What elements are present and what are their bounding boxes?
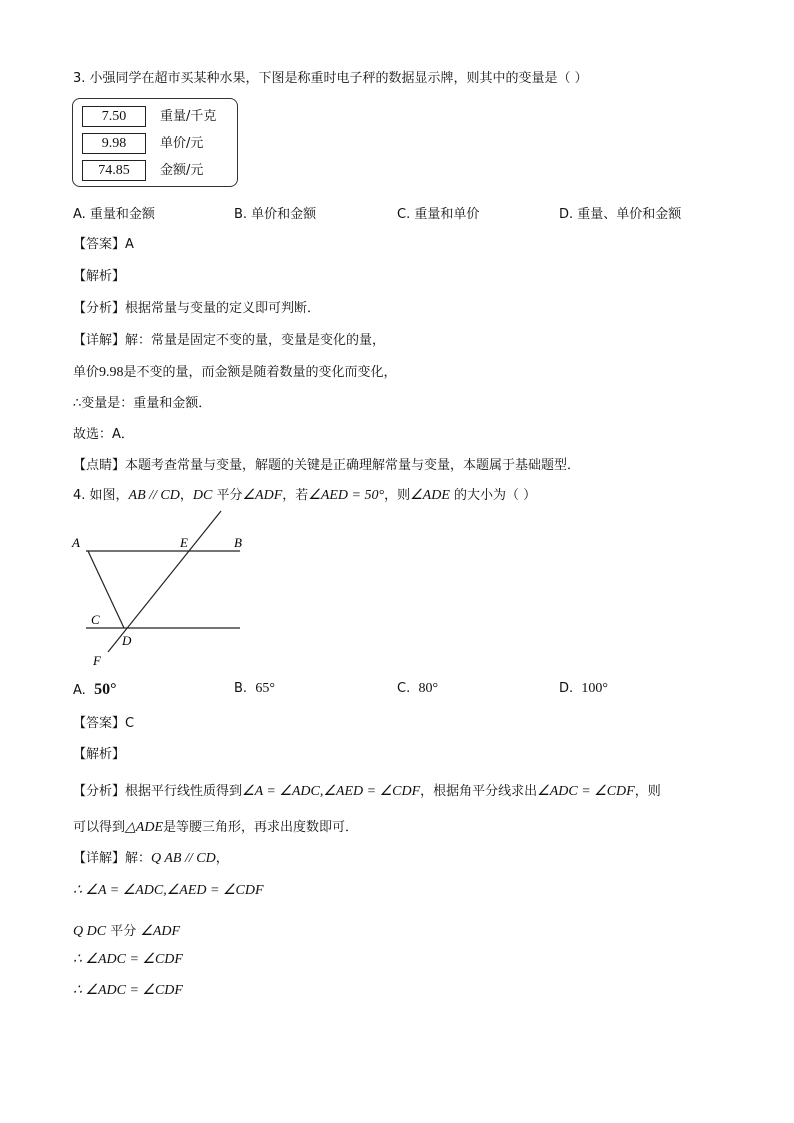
math: ∠ADF bbox=[242, 488, 283, 503]
option-letter: C. bbox=[397, 681, 411, 696]
text: 是等腰三角形，再求出度数即可． bbox=[163, 820, 359, 835]
q3-option-c: C. 重量和单价 bbox=[397, 207, 480, 222]
text: ，则 bbox=[384, 488, 411, 503]
label-c: C bbox=[91, 612, 100, 627]
scale-unit: 金额/元 bbox=[160, 163, 204, 178]
text: 【分析】根据平行线性质得到 bbox=[73, 784, 243, 799]
text: ， bbox=[179, 488, 193, 503]
scale-row-price bbox=[82, 133, 232, 154]
label-e: E bbox=[180, 535, 188, 550]
option-value: 65° bbox=[255, 681, 275, 696]
option-value: 80° bbox=[418, 681, 439, 696]
label-a: A bbox=[72, 535, 80, 550]
q3-option-d: D. 重量、单价和金额 bbox=[559, 207, 682, 222]
q4-option-b bbox=[234, 681, 275, 697]
text: 单价 bbox=[73, 365, 100, 380]
q4-xiangjie bbox=[73, 847, 229, 867]
q4-stem bbox=[73, 484, 536, 504]
scale-value: 7.50 bbox=[82, 106, 146, 127]
math: △ADE bbox=[125, 820, 163, 835]
scale-row-weight bbox=[82, 106, 232, 127]
text: 平分 bbox=[212, 488, 243, 503]
q3-xiangjie: 【详解】解：常量是固定不变的量，变量是变化的量， bbox=[73, 333, 386, 348]
q4-fenxi-line-1 bbox=[73, 780, 661, 800]
math: ∠ADC = ∠CDF bbox=[537, 784, 635, 799]
math: ∠A = ∠ADC,∠AED = ∠CDF bbox=[242, 784, 421, 799]
q3-answer: 【答案】A bbox=[73, 237, 134, 252]
text: ，则 bbox=[634, 784, 661, 799]
scale-display bbox=[72, 98, 238, 187]
scale-value: 74.85 bbox=[82, 160, 146, 181]
option-letter: B. bbox=[234, 681, 248, 696]
option-value: 100° bbox=[581, 681, 609, 696]
text: 平分 bbox=[106, 924, 141, 939]
text: 是不变的量，而金额是随着数量的变化而变化， bbox=[123, 365, 397, 380]
text: ，若 bbox=[282, 488, 309, 503]
option-letter: A. bbox=[73, 683, 86, 698]
q4-step-1: ∴ ∠A = ∠ADC,∠AED = ∠CDF bbox=[73, 883, 264, 898]
parallel-lines-figure bbox=[66, 505, 256, 675]
label-f: F bbox=[93, 653, 101, 668]
option-letter: D. bbox=[559, 681, 574, 696]
q3-detail-line-3: 故选：A． bbox=[73, 427, 134, 442]
text: 4. 如图， bbox=[73, 488, 129, 503]
q3-option-a: A. 重量和金额 bbox=[73, 207, 155, 222]
math: DC bbox=[192, 488, 213, 503]
q3-dianjing: 【点睛】本题考查常量与变量，解题的关键是正确理解常量与变量，本题属于基础题型． bbox=[73, 458, 581, 473]
q4-option-c bbox=[397, 681, 438, 697]
q4-answer: 【答案】C bbox=[73, 716, 135, 731]
label-b: B bbox=[234, 535, 242, 550]
math: AB // CD bbox=[128, 488, 180, 503]
scale-value: 9.98 bbox=[82, 133, 146, 154]
text: ， bbox=[215, 851, 229, 866]
text: ，根据角平分线求出 bbox=[420, 784, 538, 799]
q3-fenxi: 【分析】根据常量与变量的定义即可判断． bbox=[73, 301, 321, 316]
q4-option-a bbox=[73, 681, 116, 699]
q3-detail-line-2: ∴变量是：重量和金额． bbox=[73, 396, 212, 411]
q4-step-3: ∴ ∠ADC = ∠CDF bbox=[73, 952, 183, 967]
scale-unit: 重量/千克 bbox=[160, 109, 217, 124]
math: ∠ADE bbox=[410, 488, 450, 503]
math: ∠AED = 50° bbox=[308, 488, 385, 503]
q3-detail-line-1 bbox=[73, 361, 397, 381]
math: Q DC bbox=[73, 924, 107, 939]
q4-analysis-heading: 【解析】 bbox=[73, 747, 126, 762]
math: Q AB // CD bbox=[151, 851, 216, 866]
number: 9.98 bbox=[99, 365, 124, 380]
scale-row-amount bbox=[82, 160, 232, 181]
scale-unit: 单价/元 bbox=[160, 136, 204, 151]
q3-analysis-heading: 【解析】 bbox=[73, 269, 126, 284]
line-ef bbox=[108, 511, 221, 652]
q3-option-b: B. 单价和金额 bbox=[234, 207, 317, 222]
q4-option-d bbox=[559, 681, 608, 697]
text: 【详解】解： bbox=[73, 851, 152, 866]
q3-stem: 3. 小强同学在超市买某种水果，下图是称重时电子秤的数据显示牌，则其中的变量是（ ） bbox=[73, 71, 588, 86]
q4-step-2 bbox=[73, 920, 180, 940]
text: 可以得到 bbox=[73, 820, 126, 835]
q4-fenxi-line-2 bbox=[73, 816, 358, 836]
text: 的大小为（ ） bbox=[449, 488, 537, 503]
label-d: D bbox=[122, 633, 132, 648]
q4-step-4: ∴ ∠ADC = ∠CDF bbox=[73, 983, 183, 998]
option-value: 50° bbox=[94, 681, 117, 698]
math: ∠ADF bbox=[140, 924, 181, 939]
